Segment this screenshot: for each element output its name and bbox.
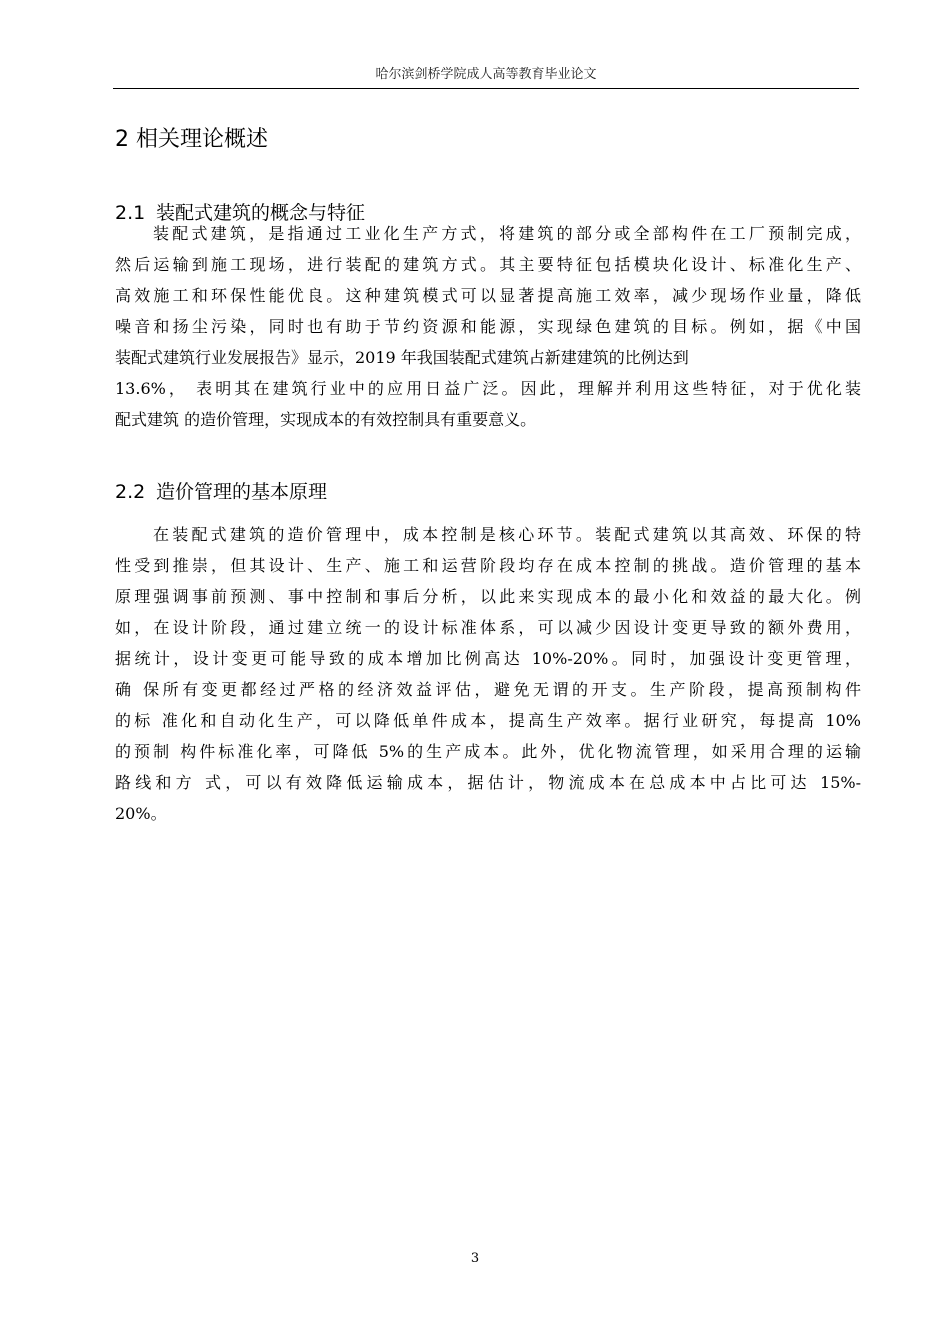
paragraph-line: 在装配式建筑的造价管理中，成本控制是核心环节。装配式建筑以其高效、环保的特 [153, 525, 861, 544]
paragraph-line: 的标 准化和自动化生产，可以降低单件成本，提高生产效率。据行业研究，每提高 10% [115, 711, 861, 730]
running-header: 哈尔滨剑桥学院成人高等教育毕业论文 [375, 67, 597, 82]
paragraph-line: 装配式建筑行业发展报告》显示，2019 年我国装配式建筑占新建建筑的比例达到 [115, 348, 689, 367]
paragraph-line: 装配式建筑，是指通过工业化生产方式，将建筑的部分或全部构件在工厂预制完成， [153, 224, 861, 243]
paragraph-line: 的预制 构件标准化率，可降低 5%的生产成本。此外，优化物流管理，如采用合理的运输 [115, 742, 861, 761]
paragraph-line: 配式建筑 的造价管理，实现成本的有效控制具有重要意义。 [115, 410, 537, 429]
paragraph-line: 原理强调事前预测、事中控制和事后分析，以此来实现成本的最小化和效益的最大化。例 [115, 587, 861, 606]
section-title-text: 装配式建筑的概念与特征 [156, 202, 366, 224]
header-divider [113, 88, 859, 89]
paragraph-line: 13.6%， 表明其在建筑行业中的应用日益广泛。因此，理解并利用这些特征，对于优化装 [115, 379, 861, 398]
paragraph-line: 20%。 [115, 804, 167, 823]
paragraph-line: 据统计，设计变更可能导致的成本增加比例高达 10%-20%。同时，加强设计变更管理， [115, 649, 861, 668]
paragraph-line: 性受到推崇，但其设计、生产、施工和运营阶段均存在成本控制的挑战。造价管理的基本 [115, 556, 861, 575]
section-heading-2-2 [115, 478, 327, 506]
paragraph-line: 高效施工和环保性能优良。这种建筑模式可以显著提高施工效率，减少现场作业量，降低 [115, 286, 861, 305]
section-number: 2.1 [115, 202, 146, 224]
page-number: 3 [470, 1251, 480, 1266]
section-2-1-paragraph [115, 218, 861, 435]
section-title-text: 造价管理的基本原理 [156, 481, 328, 503]
paragraph-line: 噪音和扬尘污染，同时也有助于节约资源和能源，实现绿色建筑的目标。例如，据《中国 [115, 317, 861, 336]
paragraph-line: 确 保所有变更都经过严格的经济效益评估，避免无谓的开支。生产阶段，提高预制构件 [115, 680, 861, 699]
section-2-2-paragraph [115, 519, 861, 829]
paragraph-line: 然后运输到施工现场，进行装配的建筑方式。其主要特征包括模块化设计、标准化生产、 [115, 255, 861, 274]
paragraph-line: 路线和方 式，可以有效降低运输成本，据估计，物流成本在总成本中占比可达 15%- [115, 773, 861, 792]
paragraph-line: 如，在设计阶段，通过建立统一的设计标准体系，可以减少因设计变更导致的额外费用， [115, 618, 861, 637]
chapter-title: 2 相关理论概述 [115, 127, 268, 152]
section-number: 2.2 [115, 481, 146, 503]
